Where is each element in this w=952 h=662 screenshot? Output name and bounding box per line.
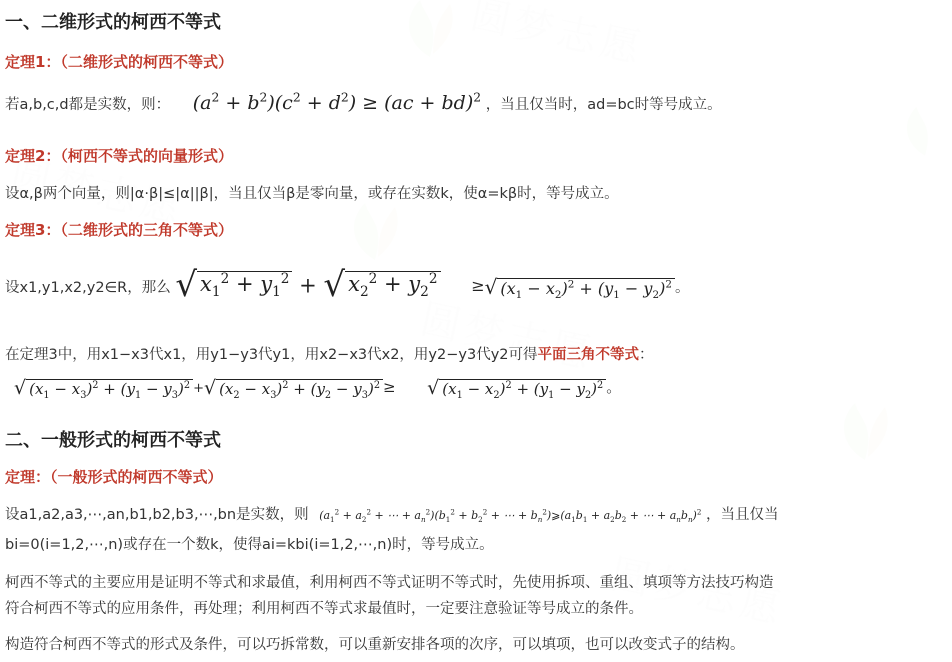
theorem4-prefix: 设a1,a2,a3,⋯,an,b1,b2,b3,⋯,bn是实数，则: [5, 507, 309, 523]
theorem2-title: 定理2：（柯西不等式的向量形式）: [5, 147, 233, 165]
theorem3-note-end: ：: [639, 347, 654, 363]
theorem3-note: [5, 343, 654, 364]
theorem2-text: 设α,β两个向量，则|α·β|≤|α||β|，当且仅当β是零向量，或存在实数k，使α=kβ时，等号成立。: [5, 186, 619, 202]
theorem1-formula: $(a^2 + b^2)(c^2 + d^2) \ge (ac + bd)^2$: [192, 90, 482, 114]
theorem4-suffix: ，当且仅当: [706, 507, 779, 523]
theorem1-title: 定理1：（二维形式的柯西不等式）: [5, 53, 233, 71]
theorem3-note-highlight: 平面三角不等式: [537, 347, 639, 363]
theorem3-prefix: 设x1,y1,x2,y2∈R，那么: [5, 280, 171, 296]
theorem3-note-text: 在定理3中，用x1−x3代x1，用y1−y3代y1，用x2−x3代x2，用y2−y3代y2可得: [5, 347, 538, 363]
theorem1-statement: [5, 92, 722, 114]
theorem4-line2: bi=0(i=1,2,⋯,n)或存在一个数k，使得ai=kbi(i=1,2,⋯,n)时，等号成立。: [5, 537, 494, 553]
paragraph1-line1: 柯西不等式的主要应用是证明不等式和求最值，利用柯西不等式证明不等式时，先使用拆项、重组、填项等方法技巧构造: [5, 575, 774, 591]
theorem3-formula-rhs: ≥√ $(x_1 - x_2)^2 + (y_1 - y_2)^2$: [471, 276, 675, 295]
theorem4-formula: ($a_1^2 + a_2^2$ + ⋯ + $a_n^2)(b_1^2 + b_2^2$ + ⋯ + $b_n^2)⩾(a_1b_1 + a_2b_2$ + ⋯ + $a_nb_n)^2$: [319, 507, 702, 525]
theorem3-formula-lhs: √ $x_1^2 + y_1^2$ + √ $x_2^2 + y_2^2$: [175, 272, 447, 296]
section2-heading: 二、一般形式的柯西不等式: [5, 430, 221, 451]
theorem3-statement: [5, 265, 689, 305]
section1-heading: 一、二维形式的柯西不等式: [5, 12, 221, 33]
theorem1-suffix: ，当且仅当时，ad=bc时等号成立。: [485, 97, 722, 113]
theorem3-suffix: 。: [674, 280, 690, 296]
theorem4-title: 定理：（一般形式的柯西不等式）: [5, 468, 223, 486]
paragraph2: 构造符合柯西不等式的形式及条件，可以巧拆常数，可以重新安排各项的次序，可以填项，也可以改变式子的结构。: [5, 637, 745, 653]
triangle-inequality-formula: √ $(x_1 - x_3)^2 + (y_1 - y_3)^2$ +√ $(x_2 - x_3)^2 + (y_2 - y_3)^2$ ≥ √ $(x_1 - x_2)^2 + (y_1 - y_2)^2$ 。: [14, 377, 622, 401]
paragraph1-line2: 符合柯西不等式的应用条件，再处理；利用柯西不等式求最值时，一定要注意验证等号成立的条件。: [5, 601, 643, 617]
theorem3-title: 定理3：（二维形式的三角不等式）: [5, 221, 233, 239]
theorem1-prefix: 若a,b,c,d都是实数，则：: [5, 97, 171, 113]
theorem4-statement: [5, 503, 779, 524]
